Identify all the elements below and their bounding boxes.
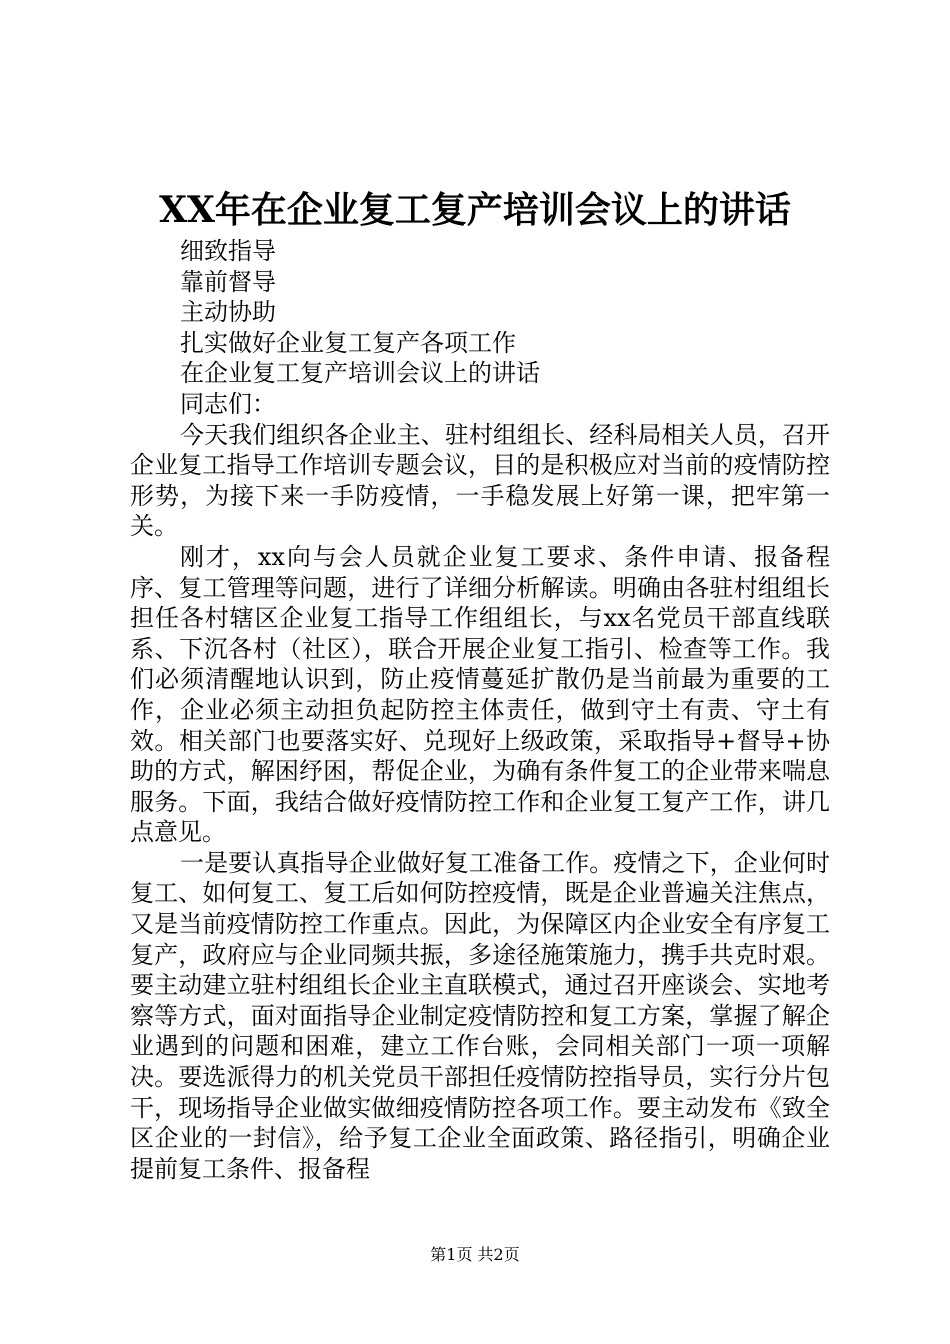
- subtitle: 在企业复工复产培训会议上的讲话: [180, 359, 540, 388]
- headline-4: 扎实做好企业复工复产各项工作: [180, 328, 516, 357]
- headline-2: 靠前督导: [180, 267, 276, 296]
- headline-1: 细致指导: [180, 237, 276, 265]
- paragraph-3: 一是要认真指导企业做好复工准备工作。疫情之下，企业何时复工、如何复工、复工后如何防控疫情，既是企业普遍关注焦点，又是当前疫情防控工作重点。因此，为保障区内企业安全有序复工复产，政府应与企业同频共振，多途径施策施力，携手共克时艰。要主动建立驻村组组长企业主直联模式，通过召开座谈会、实地考察等方式，面对面指导企业制定疫情防控和复工方案，掌握了解企业遇到的问题和困难，建立工作台账，会同相关部门一项一项解决。要选派得力的机关党员干部担任疫情防控指导员，实行分片包干，现场指导企业做实做细疫情防控各项工作。要主动发布《致全区企业的一封信》，给予复工企业全面政策、路径指引，明确企业提前复工条件、报备程: [130, 848, 830, 1183]
- paragraph-1: 今天我们组织各企业主、驻村组组长、经科局相关人员，召开企业复工指导工作培训专题会议，目的是积极应对当前的疫情防控形势，为接下来一手防疫情，一手稳发展上好第一课，把牢第一关。: [130, 420, 830, 541]
- page-footer: 第1页 共2页: [430, 1245, 520, 1264]
- headline-3: 主动协助: [180, 298, 276, 327]
- paragraph-2: 刚才，xx向与会人员就企业复工要求、条件申请、报备程序、复工管理等问题，进行了详细分析解读。明确由各驻村组组长担任各村辖区企业复工指导工作组组长，与xx名党员干部直线联系、下沉各村（社区），联合开展企业复工指引、检查等工作。我们必须清醒地认识到，防止疫情蔓延扩散仍是当前最为重要的工作，企业必须主动担负起防控主体责任，做到守土有责、守土有效。相关部门也要落实好、兑现好上级政策，采取指导+督导+协助的方式，解困纾困，帮促企业，为确有条件复工的企业带来喘息服务。下面，我结合做好疫情防控工作和企业复工复产工作，讲几点意见。: [130, 542, 830, 847]
- salutation: 同志们：: [180, 389, 276, 418]
- document-body: [130, 236, 830, 1184]
- document-title: XX年在企业复工复产培训会议上的讲话: [159, 189, 791, 231]
